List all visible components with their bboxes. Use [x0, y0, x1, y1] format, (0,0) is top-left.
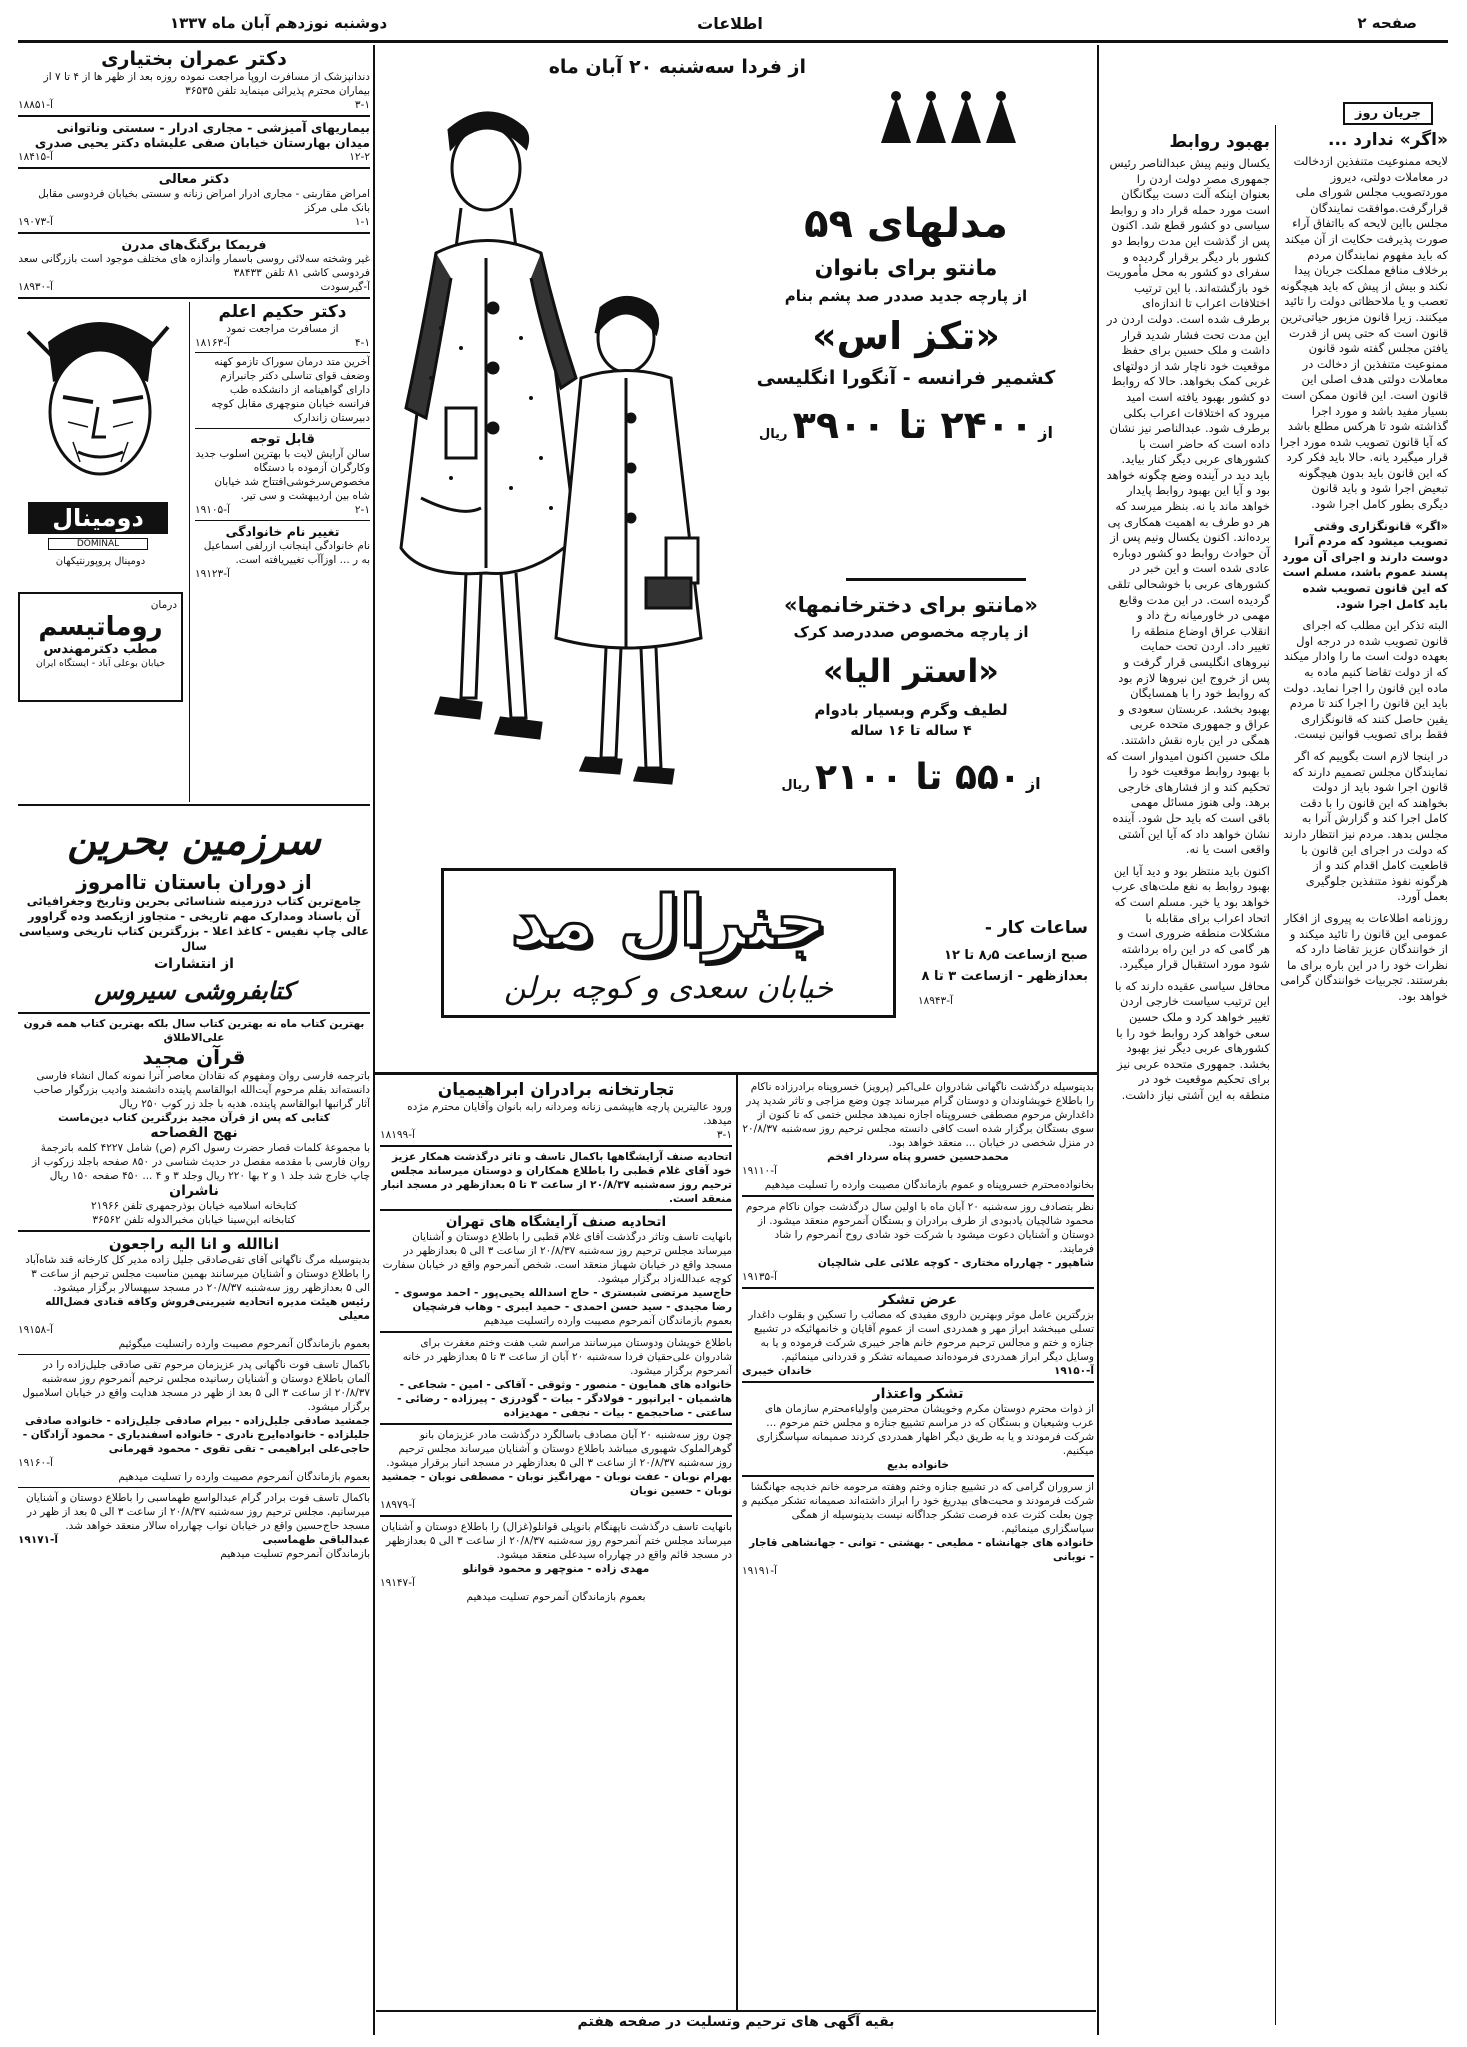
dr-maali-code: آ-۱۹۰۷۳	[18, 216, 53, 228]
divider	[742, 1195, 1094, 1197]
publishers-1: کتابخانه اسلامیه خیابان بوذرجمهری تلفن ۲۱۹۶۶	[90, 1200, 297, 1212]
anna-signers: رئیس هیئت مدیره اتحادیه شیرینی‌فروش وکافه قنادی فضل‌الله معیلی	[45, 1296, 370, 1322]
right-column	[1103, 50, 1448, 2030]
khosro-code: آ-۱۹۱۱۰	[742, 1165, 777, 1177]
divider	[380, 1423, 732, 1425]
khosro-names: محمدحسین خسرو پناه سردار افخم	[827, 1151, 1009, 1163]
ad-code: آ-۱۸۹۴۳	[918, 995, 953, 1007]
dr-bakhtiari-code: آ-۱۸۸۵۱	[18, 99, 53, 111]
ghazal-code: آ-۱۹۱۴۷	[380, 1577, 415, 1589]
dr-hakim-body: از مسافرت مراجعت نمود	[226, 323, 339, 335]
rheuma-ad	[18, 592, 183, 702]
women-fabric: از پارچه جدید صددر صد پشم بنام	[784, 287, 1028, 305]
man-portrait-illustration	[18, 302, 183, 512]
footer-rule	[376, 2010, 1096, 2012]
anna-body: بدینوسیله مرگ ناگهانی آقای تقی‌صادقی جلیل زاده مدیر کل کارخانه قند شاه‌آباد را باطلاع دوستان و آشنایان میرسانند بهمین مناسبت مجلس ترحیم از ساعت ۳ الی ۵ بعدازظهر روز سه‌شنبه ۲۰/۸/۳۷ در مسجد سپهسالار برگزار میشود.	[25, 1254, 370, 1294]
page-number: صفحه ۲	[1357, 14, 1417, 32]
article1-body4: روزنامه اطلاعات به پیروی از افکار عمومی این قانون را تائید میکند و از خوانندگان عزیز تقاضا دارد که نظرات خود را در این باره برای ما بفرستند. تجربیات خوانندگان گرامی خواهد بود.	[1280, 910, 1448, 1003]
general-mode-ad	[376, 48, 1096, 1068]
ghazal-names: مهدی زاده - منوچهر و محمود قوانلو	[462, 1563, 650, 1575]
divider	[195, 428, 370, 429]
modern-codes	[18, 280, 370, 294]
book-title: سرزمین بحرین	[67, 817, 321, 864]
rheuma-label: درمان	[150, 599, 177, 611]
divider	[18, 1487, 370, 1488]
footer-continued: بقیه آگهی های ترحیم وتسلیت در صفحه هفتم	[577, 2014, 895, 2030]
dr-maali-title: دکتر معالی	[158, 172, 230, 187]
divider	[380, 1331, 732, 1333]
divider	[742, 1475, 1094, 1477]
girls-desc: لطیف وگرم وبسیار بادوام	[814, 701, 1008, 719]
ebrahimian-title: تجارتخانه برادران ابراهیمیان	[437, 1080, 675, 1100]
dr-sadri-body: میدان بهارستان خیابان صفی علیشاه دکتر یحیی صدری	[34, 135, 370, 150]
women-brand: «تکز اس»	[812, 314, 1000, 358]
dominal-brand: دومینال	[28, 502, 168, 534]
publishers-title: ناشران	[169, 1183, 219, 1199]
quran-body: باترجمه فارسی روان ومفهوم که نقادان معاصر آنرا نمونه کمال انشاء فارسی دانسته‌اند بقلم مرحوم آیت‌الله ابوالقاسم پاینده دانشمند وادیب بزرگوار صاحب آثار گرانبها ابوالقاسم پاینده. هدیه با جلد زر کوب ۲۵۰ ریال	[33, 1070, 370, 1110]
ghazal-thanks: بعموم بازماندگان آنمرحوم تسلیت میدهیم	[466, 1591, 646, 1603]
dr-bakhtiari-codes	[18, 98, 370, 112]
divider	[18, 1012, 370, 1014]
article1-body3: در اینجا لازم است بگوییم که اگر نمایندگان مجلس تصمیم دارند که قانون اجرا شود باید از دولت بخواهند که این قانون را با دقت کامل اجرا کند و گزارش آنرا به مجلس بدهد. مردم نیز انتظار دارند که دولت در اجرای این قانون با قاطعیت کامل اقدام کند و از هرگونه نفوذ متنفذین جلوگیری بعمل آورد.	[1283, 748, 1448, 904]
dr-maali-body: امراض مقاربتی - مجاری ادرار امراض زنانه و سستی بخیابان فردوسی مقابل بانک ملی مرکز	[38, 188, 370, 214]
hours-morning: صبح ازساعت ۸٫۵ تا ۱۲	[944, 948, 1088, 963]
header-rule	[18, 40, 1448, 43]
girls-price: ۵۵۰ تا ۲۱۰۰	[814, 757, 1021, 798]
girls-title: «مانتو برای دخترخانمها»	[784, 593, 1038, 617]
divider	[18, 115, 370, 117]
ad-divider	[846, 578, 1026, 581]
divider	[742, 1381, 1094, 1383]
girls-coat-section	[741, 593, 1081, 798]
divider	[18, 167, 370, 169]
dr-sadri-title: بیماریهای آمیزشی - مجاری ادرار - سستی وناتوانی	[56, 120, 370, 135]
bahrain-book-ad	[18, 808, 370, 1009]
models-title: مدلهای ۵۹	[804, 201, 1008, 247]
tahmasbi-notice	[18, 1491, 370, 1561]
rheuma-addr: خیابان بوعلی آباد - ایستگاه ایران	[35, 658, 166, 669]
salon-codes	[195, 503, 370, 517]
dr-bakhtiari-code2: ۳-۱	[354, 99, 370, 111]
article2	[1106, 132, 1270, 1104]
anna-code: آ-۱۹۱۵۸	[18, 1324, 53, 1336]
divider	[18, 1354, 370, 1355]
column-rule-center-left	[373, 45, 375, 2035]
tahmasbi-thanks: بازماندگان آنمرحوم تسلیت میدهیم	[220, 1548, 370, 1560]
dr-maali-code2: ۱-۱	[354, 216, 370, 228]
left-twocol-block	[18, 302, 370, 802]
rheuma-title: روماتیسم	[38, 612, 163, 642]
salon-code: آ-۱۹۱۰۵	[195, 504, 230, 516]
girls-price-currency: ریال	[781, 778, 810, 793]
thanks-code: آ-۱۹۱۵۰	[1053, 1365, 1094, 1377]
women-origin: کشمیر فرانسه - آنگورا انگلیسی	[756, 367, 1056, 389]
hamsayeh-body: باطلاع خویشان ودوستان میرسانند مراسم شب هفت وختم مغفرت برای شادروان علی‌حقیان فردا سه‌شنبه ۲۰ آبان از ساعت ۳ تا ۵ بعدازظهر در خانه آنمرحوم برگزار میشود.	[402, 1337, 732, 1377]
article1-body: لایحه ممنوعیت متنفذین ازدخالت در معاملات دولتی، دیروز موردتصویب مجلس شورای ملی قرارگرفت.موافقت نمایندگان مجلس بااین لایحه که بااتفاق آراء صورت پذیرفت حکایت از آن میکند که باید مفهوم نمایندگان مردم برخلاف منافع مملکت جریان پیدا نکند و بیش از پیش که باید هیچگونه تعصب و یا ملاحظاتی دولت را تائید میکنند. زیرا قانون مزبور حیاتی‌ترین قانون است که حتی پس از قدرت یافتن مجلس گفته شود قانون ممنوعیت متنفذین از دخالت در معاملات دولتی هدف اصلی این قانون است. این قانون ممکن است بسیار مفید باشد و مورد اجرا گذاشته شود تا هرکس مطلع باشد که آیا قانون تصویب شده مورد اجرا قرار میگیرد یانه. حالا باید فکر کرد که این قانون باید بدون هیچگونه تبعیض اجرا شود و باید قانون دیگری بطور کامل اجرا شود.	[1280, 154, 1448, 512]
divider	[380, 1145, 732, 1147]
hours-title: ساعات کار -	[984, 918, 1088, 938]
thanks-footer	[742, 1364, 1094, 1378]
union2-title: اتحادیه صنف آرایشگاه های تهران	[445, 1214, 667, 1230]
article1-title: «اگر» ندارد ...	[1327, 130, 1448, 150]
book-body: جامع‌ترین کتاب درزمینه شناسائی بحرین وتاریخ وجغرافیائی آن باسناد ومدارک مهم تاریخی - متجاوز ازیکصد وده گراوور عالی چاپ نفیس - کاغذ اعلا - بزرگترین کتاب تاریخی وسیاسی سال	[19, 894, 369, 953]
left-sub-rule	[189, 302, 190, 802]
book-publisher: کتابفروشی سیروس	[94, 976, 294, 1005]
lamp-logo-icon	[871, 88, 1021, 148]
mid-column-rule	[736, 1075, 738, 2010]
hamsayeh-names: خانواده های همایون - منصور - وثوقی - آقاکی - امین - شجاعی - هاشمیان - ایرانپور - فولادگر - بیات - گودرزی - پیرزاده - رضائی - ساعتی - صاحبجمع - بیات - نجفی - مهدیزاده	[397, 1379, 732, 1419]
sadeghi-body: باکمال تاسف فوت ناگهانی پدر عزیزمان مرحوم تقی صادقی جلیل‌زاده را در آلمان باطلاع دوستان و آشنایان رسانیده مجلس ترحیم آنمرحوم روز سه‌شنبه ۲۰/۸/۳۷ از ساعت ۳ الی ۵ بعد از ظهر در مسجد هدایت واقع در خیابان اسلامبول برگزار میشود.	[22, 1359, 370, 1413]
name-change-body: نام خانوادگی اینجانب ازرلفی‌ اسماعیل به ر ... اوزآآب تغییریافته است.	[203, 540, 370, 566]
article2-body: یکسال ونیم پیش عبدالناصر رئیس جمهوری مصر دولت اردن را بعنوان اینکه آلت دست بیگانگان است مورد حمله قرار داد و روابط سیاسی دو کشور قطع شد. اکنون پس از گذشت این مدت روابط دو کشور بار دیگر برقرار گردیده و سفرای دو کشور به محل مأموریت خود بازگشته‌اند. با این ترتیب اختلافات اعراب تا اندازه‌ای برطرف شده است. دولت اردن در این مدت تحت فشار شدید قرار داشت و ملک حسین برای حفظ موقعیت خود ناچار شد از دولتهای غربی کمک بخواهد. حالا که روابط دو کشور بهبود یافته است امید میرود که اختلافات اعراب بکلی برطرف شود. عبدالناصر نیز نشان داده است که حاضر است با کشورهای عربی دیگر کنار بیاید. باید دید در آینده وضع چگونه خواهد بود و آیا این بهبود روابط پایدار خواهد ماند یا نه. بنظر میرسد که هر دو طرف به اهمیت همکاری پی برده‌اند. اکنون یکسال ونیم پس از آن حوادث روابط دو کشور دوباره عادی شده است و این خبر در کشورهای عربی با خوشحالی تلقی گردیده است. در این مدت وقایع مهمی در خاورمیانه رخ داد و انقلاب عراق اوضاع منطقه را تغییر داد. اردن تحت حمایت نیروهای انگلیسی قرار گرفت و پس از خروج این نیروها لازم بود که روابط خود را با همسایگان بهبود بخشد. عربستان سعودی و عراق و جمهوری متحده عربی همگی در این باره نقش داشتند. ملک حسین اکنون امیدوار است که با بهبود روابط موقعیت خود را تحکیم کند و از فشارهای خارجی برهد. ولی هنوز مسائل مهمی باقی است که باید حل شود. آینده نشان خواهد داد که آیا این آشتی واقعی است یا نه.	[1106, 156, 1270, 857]
issue-date: دوشنبه نوزدهم آبان ماه ۱۳۳۷	[170, 14, 388, 32]
anna-notice	[18, 1235, 370, 1351]
last-code: آ-۱۹۱۹۱	[742, 1565, 777, 1577]
apology-body: از ذوات محترم دوستان مکرم وخویشان محترمین واولیاءمحترم سازمان های عرب وشیعیان و بستگان که در مراسم تشییع جنازه و مجلس ختم مرحوم ... شرکت فرمودند و یا به طریق دیگر اظهار همدردی کردند صمیمانه سپاسگزاری میکنیم.	[756, 1403, 1094, 1457]
article1	[1280, 130, 1448, 1004]
sadeghi-code: آ-۱۹۱۶۰	[18, 1457, 53, 1469]
khosro-thanks: بخانواده‌محترم خسروپناه و عموم بازماندگان مصیبت وارده را تسلیت میدهیم	[764, 1179, 1094, 1191]
mid-right-column	[742, 1080, 1094, 2010]
khosro-body: بدینوسیله درگذشت ناگهانی شادروان علی‌اکبر (پرویز) خسروپناه برادرزاده ناکام را باطلاع خویشاوندان و دوستان گرام میرساند چون وضع مزاجی و تاثر شدید پدر داغدارش مرحوم مصطفی خسروپناه اجازه نمیدهد مجلس ختمی که تا کنون از سوی بستگان برگزار شده است کافی دانسته مجلس ترحیم روز سه‌شنبه ۲۰/۸/۳۷ در منزل شخصی در خیابان ... منعقد خواهد بود.	[742, 1081, 1094, 1149]
section-badge: جریان روز	[1343, 102, 1433, 125]
modern-sign: آ-گیرسودت	[320, 281, 370, 293]
ad-top-banner: از فردا سه‌شنبه ۲۰ آبان ماه	[548, 56, 806, 78]
article1-body2: البته تذکر این مطلب که اجرای قانون تصویب شده در درجه اول بعهده دولت است ما را وادار میکند که از دولت تقاضا کنیم ماده به ماده این قانون را اجرا نماید. دولت باید این قانون را اجرا کند تا مردم یقین حاصل کنند که قانونگزاری فقط برای تصویب قوانین نیست.	[1283, 618, 1448, 742]
union1-body: اتحادیه صنف آرایشگاهها باکمال تاسف و تاثر درگذشت همکار عزیز خود آقای غلام قطبی را باطلاع همکاران و دوستان میرساند مجلس ترحیم روز سه‌شنبه ۲۰/۸/۳۷ از ساعت ۳ تا ۵ بعدازظهر در مسجد انبار منعقد است.	[381, 1151, 732, 1205]
women-price: ۲۴۰۰ تا ۳۹۰۰	[792, 403, 1034, 447]
coat-illustration	[381, 78, 781, 878]
divider	[742, 1287, 1094, 1289]
ebrahimian-codes	[380, 1128, 732, 1142]
union2-body: بانهایت تاسف وتاثر درگذشت آقای غلام قطبی را باطلاع دوستان و آشنایان میرساند مجلس ترحیم روز سه‌شنبه ۲۰/۸/۳۷ از ساعت ۳ الی ۵ بعدازظهر در مسجد واقع در خیابان شهباز منعقد است. شخص آنمرحوم واقع در خیابان سفارت کوچه عبدالله‌زاد برگزار میشود.	[382, 1231, 732, 1285]
divider	[380, 1515, 732, 1517]
mid-left-column	[380, 1080, 732, 2010]
book-sub: از دوران باستان تاامروز	[76, 870, 312, 894]
dr-hakim-code2: ۴-۱	[354, 337, 370, 349]
name-change-title: تغییر نام خانوادگی	[225, 524, 340, 539]
divider	[18, 804, 370, 806]
hours-block	[918, 918, 1088, 1008]
shaligian-code: آ-۱۹۱۳۵	[742, 1271, 777, 1283]
girl-figure	[556, 297, 701, 783]
tahmasbi-footer	[18, 1533, 370, 1547]
women-coat-section	[731, 198, 1081, 447]
sadeghi-thanks: بعموم بازماندگان آنمرحوم مصیبت وارده را تسلیت میدهیم	[118, 1471, 370, 1483]
thanks-sign: خاندان خیبری	[742, 1365, 813, 1377]
girls-brand: «استر الیا»	[823, 652, 999, 690]
women-price-row	[731, 403, 1081, 447]
article2-body3: محافل سیاسی عقیده دارند که با این ترتیب سیاست خارجی اردن تغییر خواهد کرد و ملک حسین سعی خواهد کرد روابط خود را با کشورهای عربی دیگر نیز بهبود بخشد. جمهوری متحده عربی نیز برای تحکیم موقعیت خود در منطقه به این آشتی نیاز داشت.	[1114, 978, 1270, 1103]
sadeghi-names: جمشید صادقی جلیل‌زاده - بیرام صادقی جلیل‌زاده - خانواده صادقی جلیلزاده - خانواده‌ایرج نادری - خانواده اسفندیاری - محمود آزادگان - حاجی‌علی ابراهیمی - تقی تقوی - محمود قهرمانی	[22, 1415, 370, 1455]
nahj-body: با مجموعهٔ کلمات قصار حضرت رسول اکرم (ص) شامل ۴۲۲۷ کلمه باترجمهٔ روان فارسی با مقدمه مفصل در حدیث شناسی در ۸۵۰ صفحه باجلد زرکوب از چاپ خارج شد جلد ۱ و ۲ بها ۲۲۰ ریال وجلد ۳ و ۴ ... ۴۵۰ صفحه ۱۵۰ ریال	[32, 1142, 370, 1182]
tahmasbi-body: باکمال تاسف فوت برادر گرام عبدالواسع طهماسبی را باطلاع دوستان و آشنایان میرسانیم. مجلس ترحیم روز سه‌شنبه ۲۰/۸/۳۷ از ساعت ۳ الی ۵ بعد از ظهر در مسجد حاج‌حسین واقع در خیابان نواب چهارراه سالار منعقد خواهد شد.	[25, 1492, 370, 1532]
dr-maali-codes	[18, 215, 370, 229]
ghazal-body: بانهایت تاسف درگذشت ناپهنگام بانوپلی قوانلو(غزال) را باطلاع دوستان و آشنایان میرساند مجلس ختم آنمرحوم روز سه‌شنبه ۲۰/۸/۳۷ از ساعت ۳ الی ۵ بعدازظهر در مسجد قائم واقع در چهارراه سیدعلی منعقد میشود.	[381, 1521, 732, 1561]
divider	[18, 232, 370, 234]
left-sub-right	[195, 302, 370, 581]
divider	[195, 520, 370, 521]
last-body: از سروران گرامی که در تشییع جنازه وختم وهفته مرحومه خانم خدیجه جهانگشا شرکت فرمودند و محبت‌های بیدریغ خود را ابراز داشته‌اند صمیمانه تشکر میکنیم و چون بعلت کثرت عده فرصت تشکر جداگانه نیست بدینوسیله از همگی سپاسگزاری مینمائیم.	[742, 1481, 1094, 1535]
book-from: از انتشارات	[154, 956, 234, 972]
divider	[18, 297, 370, 299]
apology-title: تشکر واعتذار	[872, 1386, 964, 1402]
quran-title: قرآن مجید	[142, 1045, 246, 1069]
store-address: خیابان سعدی و کوچه برلن	[503, 971, 834, 1006]
salon-body: سالن آرایش لایت با بهترین اسلوب جدید وکارگران آزموده با دستگاه مخصوص‌سرخوشی‌افتتاح شد خیابان شاه بین اردیبهشت و سی تیر.	[195, 448, 370, 502]
dominal-maker: دومینال پروپورنتیکهان	[55, 556, 146, 567]
dominal-ad	[18, 302, 183, 582]
shaligian-names: شاهپور - چهارراه مختاری - کوچه علائی علی شالچیان	[817, 1257, 1094, 1269]
girls-price-row	[741, 757, 1081, 798]
divider	[195, 352, 370, 353]
chogan-body: چون روز سه‌شنبه ۲۰ آبان مصادف باسالگرد درگذشت مادر عزیزمان بانو گوهرالملوک شهبوری میباشد باطلاع دوستان و آشنایان میرساند مجلس ترحیم روز سه‌شنبه ۲۰/۸/۳۷ از ساعت ۳ الی ۵ بعدازظهر در مسجد انبار برقرار میشود.	[386, 1429, 732, 1469]
nahj-title: نهج الفصاحه	[150, 1125, 238, 1141]
quran-intro: بهترین کتاب ماه نه بهترین کتاب سال بلکه بهترین کتاب همه قرون علی‌الاطلاق	[23, 1018, 365, 1044]
dominal-sub: DOMINAL	[48, 538, 148, 550]
thanks-body: بزرگترین عامل موثر وبهترین داروی مفیدی که مصائب را تسکین و بقلوب داغدار تسلی میبخشد ابراز مهر و همدردی است از عموم آقایان و خانمهائیکه در تشییع جنازه و ختم و مجالس ترحیم مرحوم خانم هاجر خیبری شرکت فرموده و یا به وسایل دیگر ابراز همدردی فرموده‌اند صمیمانه تشکر و قدردانی مینمائیم.	[748, 1309, 1094, 1363]
divider	[18, 1230, 370, 1232]
dr-bakhtiari-title: دکتر عمران بختیاری	[101, 48, 287, 70]
thanks-title: عرض تشکر	[878, 1292, 958, 1308]
dr-hakim-title: دکتر حکیم اعلم	[218, 302, 347, 322]
article2-title: بهبود روابط	[1169, 132, 1270, 152]
woman-figure	[401, 113, 576, 738]
name-change-code: آ-۱۹۱۲۳	[195, 568, 230, 580]
subcolumn-rule	[1275, 125, 1276, 2025]
sadeghi-notice	[18, 1358, 370, 1484]
union2-thanks: بعموم بازماندگان آنمرحوم مصیبت وارده راتسلیت میدهیم	[483, 1315, 732, 1327]
chogan-names: بهرام نوبان - عفت نوبان - مهرانگیز نوبان - مصطفی نوبان - جمشید نوبان - حسین نوبان	[381, 1471, 732, 1497]
anna-title: اناالله و انا الیه راجعون	[108, 1235, 280, 1253]
apology-sign: خانواده بدیع	[886, 1459, 949, 1471]
girls-price-from: از	[1025, 774, 1041, 793]
modern-body: غیر وشخته سه‌لائی روسی باسمار واندازه های مختلف موجود است بازرگانی سعد فردوسی کاشی ۸۱ تلفن ۳۸۴۳۳	[18, 253, 370, 279]
dr-sadri-code2: ۱۲-۲	[349, 151, 370, 163]
women-title: مانتو برای بانوان	[814, 256, 998, 281]
salon-title: قابل توجه	[250, 432, 315, 447]
ebrahimian-body: ورود عالیترین پارچه هایپشمی زنانه ومردانه رابه بانوان وآقایان محترم مژده میدهد.	[407, 1101, 732, 1127]
rheuma-doc: مطب دکترمهندس	[43, 642, 158, 657]
dr-sadri-code: آ-۱۸۴۱۵	[18, 151, 53, 163]
shaligian-body: نظر بتصادف روز سه‌شنبه ۲۰ آبان ماه با اولین سال درگذشت جوان ناکام مرحوم محمود شالچیان یادبودی از طرف برادران و بستگان آنمرحوم منعقد میشود. از دوستان و آشنایان دعوت میشود با شرکت خود شادی روح آنمرحوم را شاد فرمایند.	[745, 1201, 1094, 1255]
left-column	[18, 48, 370, 2038]
chogan-code: آ-۱۸۹۷۹	[380, 1499, 415, 1511]
tahmasbi-sign: عبدالباقی طهماسبی	[262, 1534, 370, 1546]
dr-bakhtiari-body: دندانپزشک از مسافرت اروپا مراجعت نموده روزه بعد از ظهر ها از ۴ تا ۷ از بیماران محترم پذیرائی مینماید تلفن ۳۶۵۳۵	[43, 71, 370, 97]
modern-title: فریمکا برگنگ‌های مدرن	[121, 237, 267, 252]
hours-afternoon: بعدازظهر - ازساعت ۳ تا ۸	[921, 969, 1088, 984]
modern-code: آ-۱۸۹۳۰	[18, 281, 53, 293]
dr-hakim-body2: آخرین متد درمان سوراک تازمو کهنه وضعف قوای تناسلی دکتر جانبرازم دارای گواهینامه از دانشکده طب فرانسه خیابان منوچهری مقابل کوچه دبیرستان زاندارک	[211, 356, 370, 424]
ebrahimian-code2: ۳-۱	[716, 1129, 732, 1141]
girls-fabric: از پارچه مخصوص صددرصد کرک	[793, 623, 1029, 641]
ebrahimian-code: آ-۱۸۱۹۹	[380, 1129, 415, 1141]
store-name: جنرال مد	[510, 880, 827, 962]
women-price-currency: ریال	[759, 427, 788, 442]
union2-names: حاج‌سید مرتضی شبستری - حاج اسدالله یحیی‌پور - احمد موسوی - رضا مجیدی - سید حسن احمدی - حمید ایبری - وهاب فرشچیان	[394, 1287, 732, 1313]
quran-note: کتابی که پس از قرآن مجید بزرگترین کتاب دین‌ماست	[58, 1112, 330, 1124]
store-logo-box	[441, 868, 896, 1018]
girls-age: ۴ ساله تا ۱۶ ساله	[850, 723, 972, 739]
tahmasbi-code: آ-۱۹۱۷۱	[18, 1534, 59, 1546]
last-names: خانواده های جهانشاه - مطیعی - بهشتی - توانی - جهانشاهی قاجار - نوبانی	[749, 1537, 1094, 1563]
salon-code2: ۲-۱	[354, 504, 370, 516]
dr-sadri-codes	[18, 150, 370, 164]
women-price-from: از	[1038, 423, 1053, 442]
divider	[380, 1209, 732, 1211]
dr-hakim-codes	[195, 336, 370, 350]
article2-body2: اکنون باید منتظر بود و دید آیا این بهبود روابط به نفع ملت‌های عرب خواهد بود یا خیر. مسلم است که اتحاد اعراب برای مقابله با مشکلات منطقه ضروری است و هر گامی که در این راه برداشته شود مورد استقبال قرار میگیرد.	[1111, 863, 1270, 972]
article1-sub: «اگر» قانونگزاری وقتی تصویب میشود که مردم آنرا دوست دارند و اجرای آن مورد پسند عموم باشد، مسلم است که این قانون تصویب شده باید کامل اجرا شود.	[1282, 518, 1448, 611]
quran-ad	[18, 1017, 370, 1227]
dr-hakim-code: آ-۱۸۱۶۳	[195, 337, 230, 349]
anna-thanks: بعموم بازماندگان آنمرحوم مصیبت وارده راتسلیت میگوئیم	[118, 1338, 370, 1350]
paper-name: اطلاعات	[697, 14, 763, 33]
publishers-2: کتابخانه ابن‌سینا خیابان مخبرالدوله تلفن ۳۶۵۶۲	[92, 1214, 296, 1226]
column-rule-right	[1097, 45, 1099, 2035]
